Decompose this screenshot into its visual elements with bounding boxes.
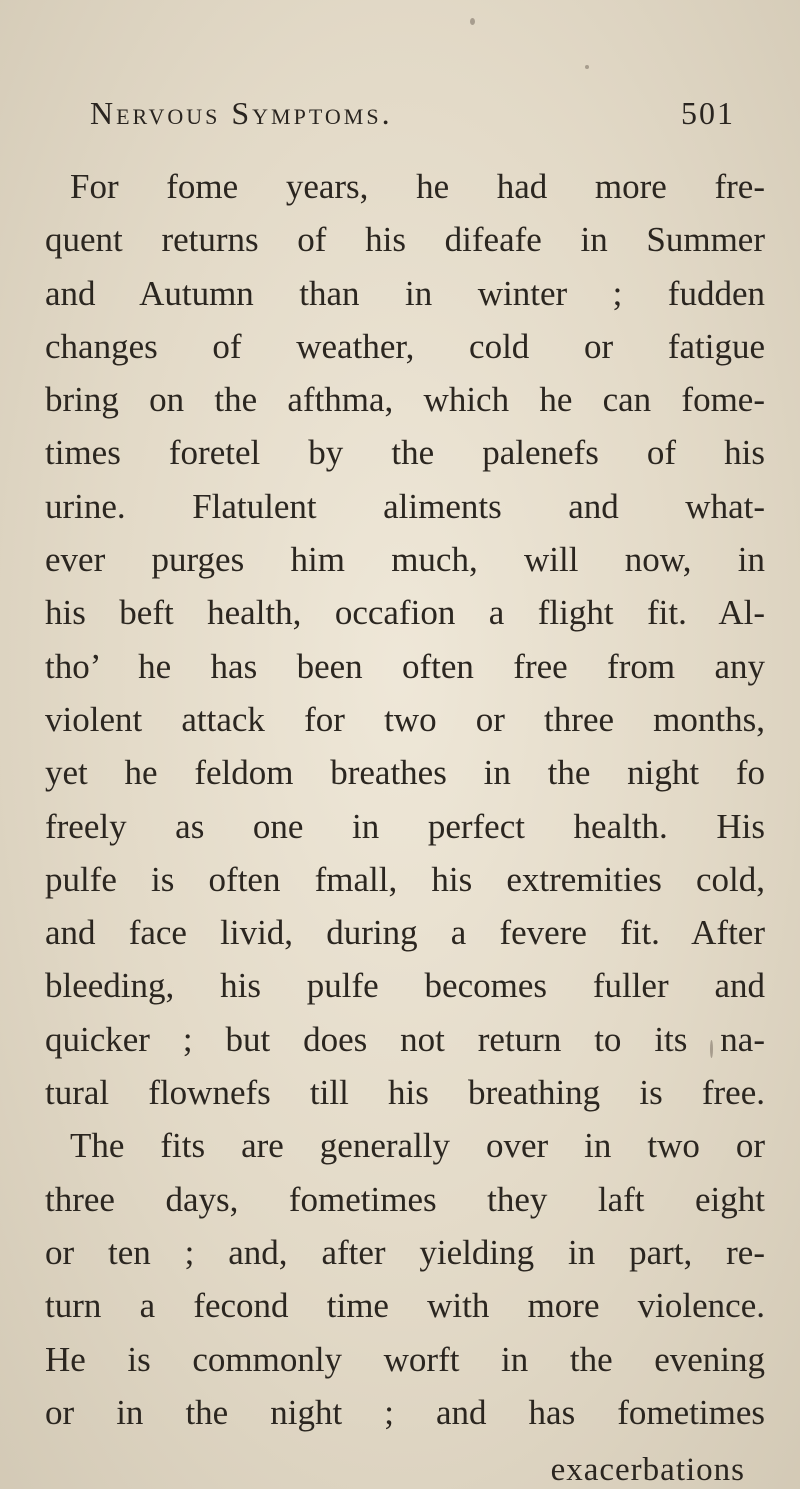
text-line: pulfe is often fmall, his extremities cold, — [45, 859, 765, 899]
paper-speck — [470, 18, 475, 25]
running-head: Nervous Symptoms. — [90, 95, 393, 131]
text-line: The fits are generally over in two or — [70, 1126, 765, 1166]
paper-speck — [750, 295, 754, 299]
text-line: tho’ he has been often free from any — [45, 646, 765, 686]
text-line: and Autumn than in winter ; fudden — [45, 273, 765, 313]
text-line: bring on the afthma, which he can fome- — [45, 380, 765, 420]
catchword: exacerbations — [550, 1452, 745, 1488]
paper-speck — [585, 65, 589, 69]
text-line: turn a fecond time with more violence. — [45, 1286, 765, 1326]
text-line: ever purges him much, will now, in — [45, 540, 765, 580]
text-line: violent attack for two or three months, — [45, 699, 765, 739]
text-line: three days, fometimes they laft eight — [45, 1179, 765, 1219]
page-header — [90, 95, 735, 145]
text-line: urine. Flatulent aliments and what- — [45, 486, 765, 526]
text-line: and face livid, during a fevere fit. After — [45, 913, 765, 953]
text-line: tural flownefs till his breathing is free. — [45, 1073, 765, 1113]
text-line: changes of weather, cold or fatigue — [45, 326, 765, 366]
paper-speck — [710, 1040, 713, 1058]
text-line: freely as one in perfect health. His — [45, 806, 765, 846]
text-line: times foretel by the palenefs of his — [45, 433, 765, 473]
text-line: He is commonly worft in the evening — [45, 1339, 765, 1379]
text-line: or ten ; and, after yielding in part, re- — [45, 1232, 765, 1272]
body-text — [45, 160, 765, 1439]
text-line: his beft health, occafion a flight fit. Al- — [45, 593, 765, 633]
text-line: or in the night ; and has fometimes — [45, 1392, 765, 1432]
text-line: quent returns of his difeafe in Summer — [45, 220, 765, 260]
text-line: bleeding, his pulfe becomes fuller and — [45, 966, 765, 1006]
text-line: yet he feldom breathes in the night fo — [45, 753, 765, 793]
page-number: 501 — [681, 95, 735, 131]
text-line: For fome years, he had more fre- — [70, 167, 765, 206]
text-line: quicker ; but does not return to its na- — [45, 1019, 765, 1059]
